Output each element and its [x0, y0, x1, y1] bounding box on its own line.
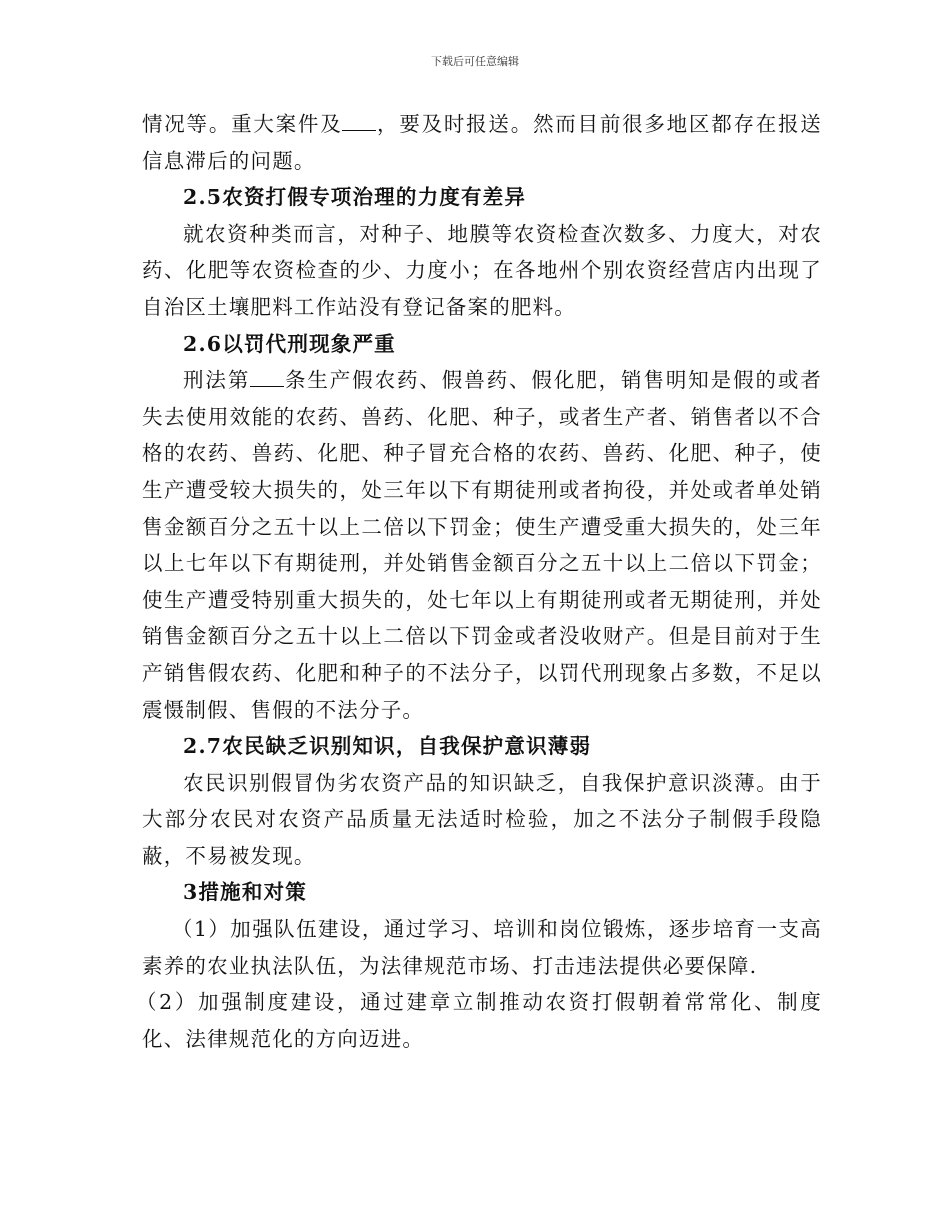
page-header: 下载后可任意编辑 [431, 55, 519, 68]
paragraph-continued [142, 106, 822, 179]
section-heading-3: 3措施和对策 [183, 880, 307, 905]
paragraph-2-5: 就农资种类而言，对种子、地膜等农资检查次数多、力度大，对农药、化肥等农资检查的少、力度小；在各地州个别农资经营店内出现了自治区土壤肥料工作站没有登记备案的肥料。 [142, 221, 822, 319]
section-heading-2-5: 2.5农资打假专项治理的力度有差异 [183, 185, 527, 210]
paragraph-text: 条生产假农药、假兽药、假化肥，销售明知是假的或者失去使用效能的农药、兽药、化肥、种子，或者生产者、销售者以不合格的农药、兽药、化肥、种子冒充合格的农药、兽药、化肥、种子，使生产遭受较大损失的，处三年以下有期徒刑或者拘役，并处或者单处销售金额百分之五十以上二倍以下罚金；使生产遭受重大损失的，处三年以上七年以下有期徒刑，并处销售金额百分之五十以上二倍以下罚金；使生产遭受特别重大损失的，处七年以上有期徒刑或者无期徒刑，并处销售金额百分之五十以上二倍以下罚金或者没收财产。但是目前对于生产销售假农药、化肥和种子的不法分子，以罚代刑现象占多数，不足以震慑制假、售假的不法分子。 [142, 368, 822, 722]
list-item-2: （2）加强制度建设，通过建章立制推动农资打假朝着常常化、制度化、法律规范化的方向迈进。 [136, 990, 822, 1051]
blank-underline [342, 112, 376, 131]
blank-underline [250, 368, 284, 387]
paragraph-text: ，要及时报送。然而目前很多地区都存在报送信息滞后的问题。 [142, 112, 822, 173]
list-item-1: （1）加强队伍建设，通过学习、培训和岗位锻炼，逐步培育一支高素养的农业执法队伍，为法律规范市场、打击违法提供必要保障. [142, 917, 822, 978]
paragraph-2-6 [142, 362, 822, 728]
paragraph-2-7: 农民识别假冒伪劣农资产品的知识缺乏，自我保护意识淡薄。由于大部分农民对农资产品质量无法适时检验，加之不法分子制假手段隐蔽，不易被发现。 [142, 770, 822, 868]
section-heading-2-6: 2.6以罚代刑现象严重 [183, 331, 396, 356]
paragraph-text: 情况等。重大案件及 [142, 112, 343, 136]
section-heading-2-7: 2.7农民缺乏识别知识，自我保护意识薄弱 [183, 734, 592, 759]
paragraph-text: 刑法第 [183, 368, 251, 393]
document-body [136, 106, 822, 1057]
